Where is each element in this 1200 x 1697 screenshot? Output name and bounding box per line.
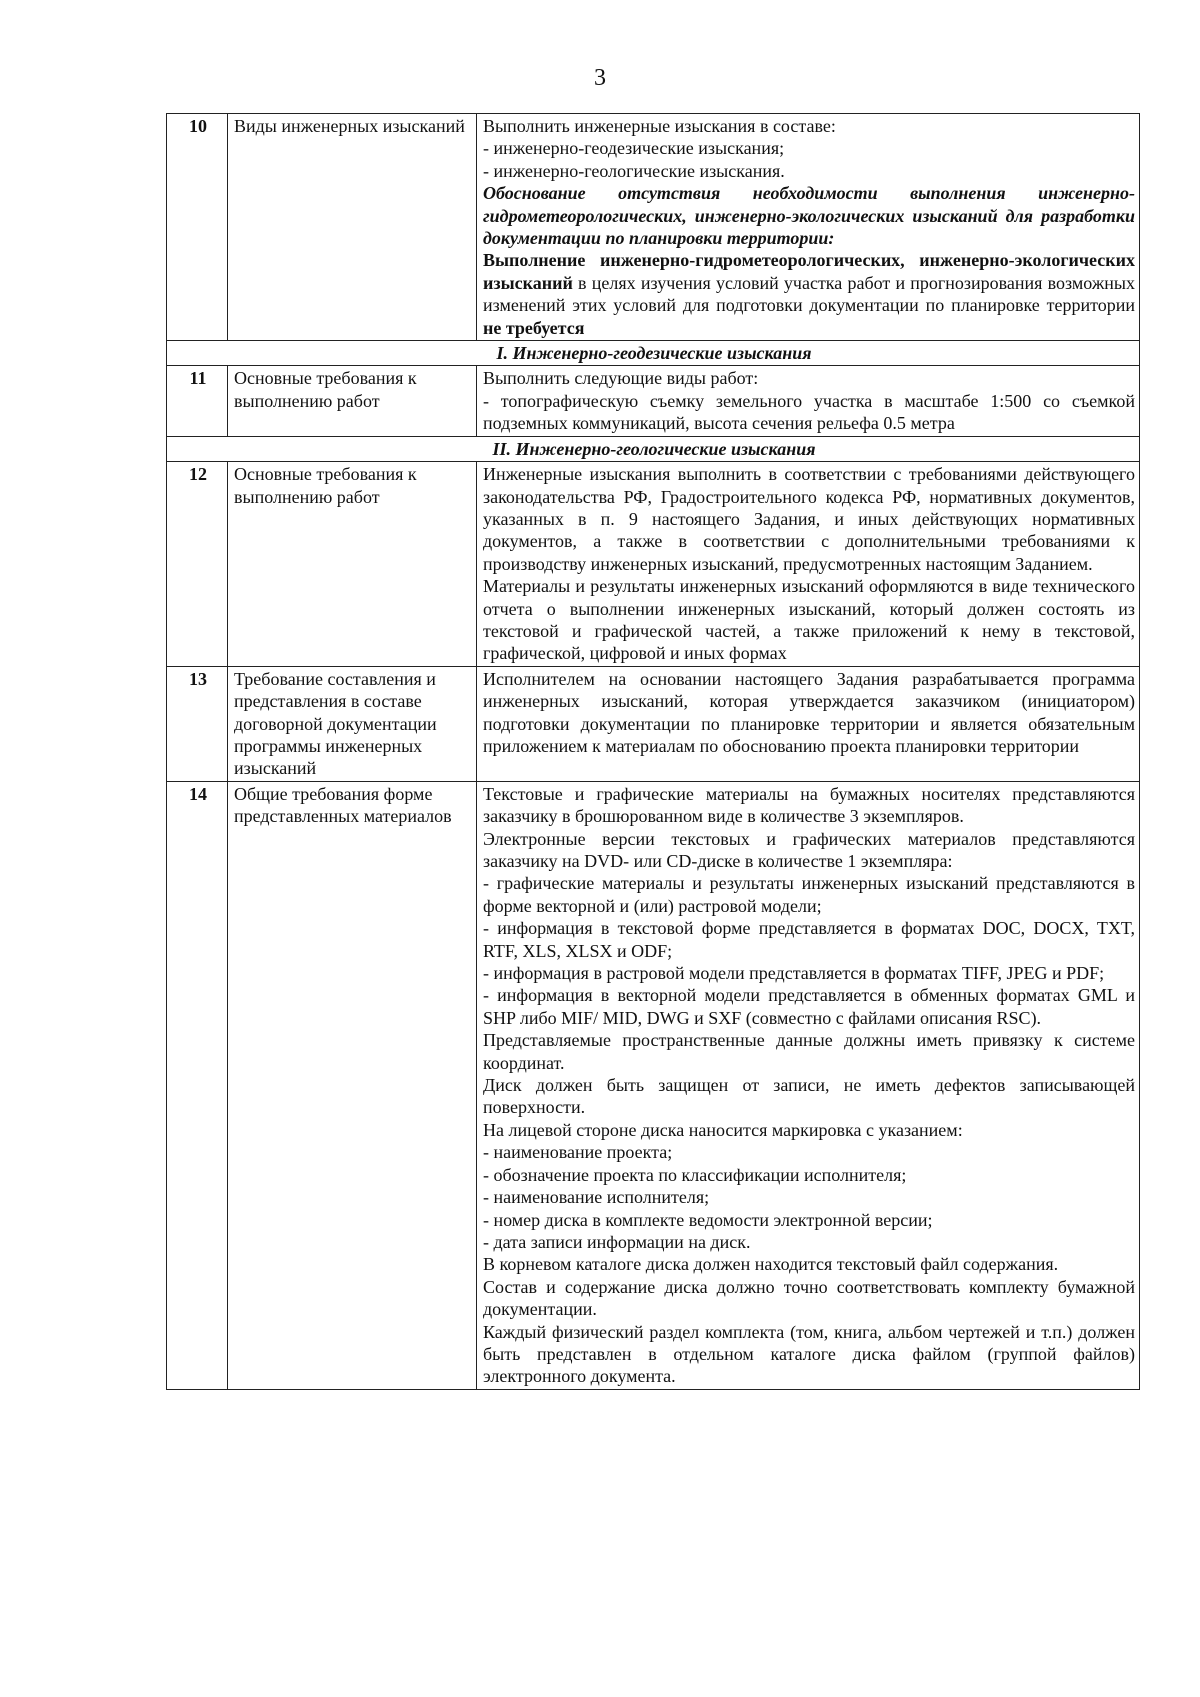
section-row xyxy=(167,341,1140,366)
section-title: I. Инженерно-геодезические изыскания xyxy=(167,341,1140,366)
row-content xyxy=(477,366,1140,436)
row-content xyxy=(477,666,1140,781)
paragraph: Исполнителем на основании настоящего Задания разрабатывается программа инженерных изысканий, которая утверждается заказчиком (инициатором) подготовки документации по планировке территории и является обязательным приложением к материалам по обоснованию проекта планировки территории xyxy=(483,668,1135,756)
paragraph: Материалы и результаты инженерных изысканий оформляются в виде технического отчета о выполнении инженерных изысканий, который должен состоять из текстовой и графической частей, а также приложений к нему в текстовой, графической, цифровой и иных формах xyxy=(483,576,1135,664)
section-title: II. Инженерно-геологические изыскания xyxy=(167,436,1140,461)
section-row xyxy=(167,436,1140,461)
paragraph: - дата записи информации на диск. xyxy=(483,1231,751,1252)
row-title: Требование составления и представления в составе договорной документации программы инженерных изысканий xyxy=(228,666,477,781)
table-row xyxy=(167,666,1140,781)
row-content xyxy=(477,114,1140,341)
paragraph: - номер диска в комплекте ведомости электронной версии; xyxy=(483,1209,933,1230)
row-number: 13 xyxy=(167,666,228,781)
paragraph: Электронные версии текстовых и графических материалов представляются заказчику на DVD- или CD-диске в количестве 1 экземпляра: xyxy=(483,828,1135,871)
paragraph: - информация в текстовой форме представляется в форматах DOC, DOCX, TXT, RTF, XLS, XLSX и ODF; xyxy=(483,918,1135,961)
paragraph: В корневом каталоге диска должен находится текстовый файл содержания. xyxy=(483,1254,1059,1275)
requirements-table xyxy=(166,113,1140,1390)
justification-text xyxy=(483,249,1135,339)
row-content xyxy=(477,462,1140,667)
text-line: Выполнить инженерные изыскания в составе: xyxy=(483,116,836,136)
paragraph: - наименование проекта; xyxy=(483,1142,673,1163)
row-number: 10 xyxy=(167,114,228,341)
bold-lead: Выполнение инженерно-гидрометеорологических, инженерно-экологических изысканий xyxy=(483,250,1135,293)
row-title: Виды инженерных изысканий xyxy=(228,114,477,341)
text-line: Выполнить следующие виды работ: xyxy=(483,368,759,389)
row-content xyxy=(477,781,1140,1389)
paragraph: Инженерные изыскания выполнить в соответствии с требованиями действующего законодательства РФ, Градостроительного кодекса РФ, нормативных документов, указанных в п. 9 настоящего Задания, и иных действующих нормативных документов, а также в соответствии с дополнительными требованиями к производству инженерных изысканий, предусмотренных настоящим Заданием. xyxy=(483,464,1135,574)
table-row xyxy=(167,366,1140,436)
paragraph: - обозначение проекта по классификации исполнителя; xyxy=(483,1164,907,1185)
paragraph: - информация в растровой модели представляется в форматах TIFF, JPEG и PDF; xyxy=(483,963,1105,984)
row-title: Основные требования к выполнению работ xyxy=(228,462,477,667)
text-line: - топографическую съемку земельного участка в масштабе 1:500 со съемкой подземных коммуникаций, высота сечения рельефа 0.5 метра xyxy=(483,390,1135,434)
paragraph: - графические материалы и результаты инженерных изысканий представляются в форме векторной и (или) растровой модели; xyxy=(483,873,1135,916)
paragraph: - наименование исполнителя; xyxy=(483,1187,710,1208)
paragraph: Состав и содержание диска должно точно соответствовать комплекту бумажной документации. xyxy=(483,1276,1135,1320)
text-line: - инженерно-геологические изыскания. xyxy=(483,160,785,181)
row-title: Общие требования форме представленных материалов xyxy=(228,781,477,1389)
justification-heading: Обоснование отсутствия необходимости выполнения инженерно-гидрометеорологических, инженерно-экологических изысканий для разработки документации по планировки территории: xyxy=(483,183,1135,249)
row-number: 11 xyxy=(167,366,228,436)
table-row xyxy=(167,462,1140,667)
row-title: Основные требования к выполнению работ xyxy=(228,366,477,436)
row-number: 14 xyxy=(167,781,228,1389)
text-line: - инженерно-геодезические изыскания; xyxy=(483,138,785,159)
paragraph: Представляемые пространственные данные должны иметь привязку к системе координат. xyxy=(483,1030,1135,1073)
page-number: 3 xyxy=(594,65,606,91)
row-number: 12 xyxy=(167,462,228,667)
table-row xyxy=(167,114,1140,341)
paragraph: Текстовые и графические материалы на бумажных носителях представляются заказчику в брошюрованном виде в количестве 3 экземпляров. xyxy=(483,783,1135,827)
paragraph: - информация в векторной модели представляется в обменных форматах GML и SHP либо MIF/ MID, DWG и SXF (совместно с файлами описания RSC). xyxy=(483,985,1135,1028)
bold-end: не требуется xyxy=(483,317,585,338)
table-row xyxy=(167,781,1140,1389)
paragraph: На лицевой стороне диска наносится маркировка с указанием: xyxy=(483,1119,963,1140)
paragraph: Каждый физический раздел комплекта (том, книга, альбом чертежей и т.п.) должен быть представлен в отдельном каталоге диска файлом (группой файлов) электронного документа. xyxy=(483,1321,1135,1387)
text-run: в целях изучения условий участка работ и прогнозирования возможных изменений этих условий для подготовки документации по планировке территории xyxy=(483,272,1135,316)
paragraph: Диск должен быть защищен от записи, не иметь дефектов записывающей поверхности. xyxy=(483,1075,1135,1118)
